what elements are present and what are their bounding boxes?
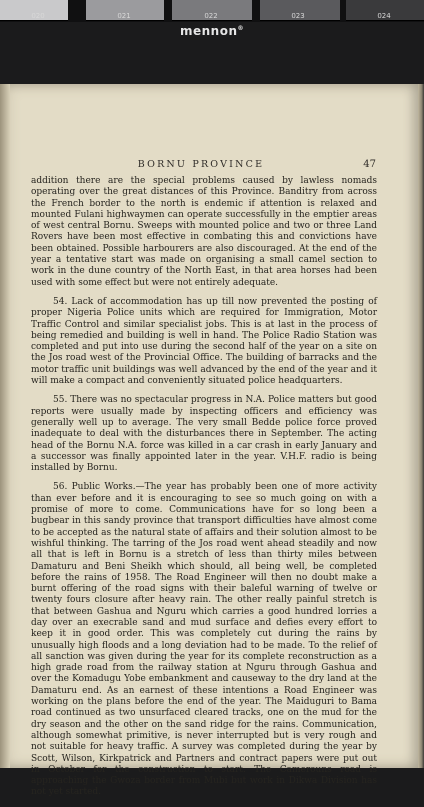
paragraph: addition there are the special problems caused by lawless nomads operating over the great distances of this Province. Banditry from across the French border to the north is endemic if attention is relaxed and mounted Fulani highwaymen can operate successfully in the emptier areas of west central Bornu. Sweeps with mounted police and two or three Land Rovers have been most effective in combating this and convictions have been obtained. Possible harbourers are also discouraged. At the end of the year a tentative start was made on organising a small camel section to work in the dune country of the North East, in that area horses had been used with some effect but were not entirely adequate.: [31, 176, 377, 288]
patch-label: 024: [377, 12, 391, 20]
patch-label: 022: [204, 12, 218, 20]
running-head: BORNU PROVINCE: [137, 159, 265, 170]
brand-logo: [0, 24, 424, 38]
page-number: 47: [363, 159, 376, 170]
page-gutter: [0, 84, 10, 768]
paragraph: 54. Lack of accommodation has up till now prevented the posting of proper Nigeria Police units which are required for Immigration, Motor Traffic Control and similar specialist jobs. This is at last in the process of being remedied and building is well in hand. The Police Radio Station was completed and put into use during the second half of the year on a site on the Jos road west of the Provincial Office. The building of barracks and the motor traffic unit buildings was well advanced by the end of the year and it will make a compact and conveniently situated police headquarters.: [31, 296, 377, 387]
page-edge: [418, 84, 424, 768]
paragraph: 55. There was no spectacular progress in N.A. Police matters but good reports were usually made by inspecting officers and efficiency was generally well up to average. The very small Bedde police force proved inadequate to deal with the disturbances there in September. The acting head of the Bornu N.A. force was killed in a car crash in early January and a successor was finally appointed later in the year. V.H.F. radio is being installed by Bornu.: [31, 395, 377, 474]
color-calibration-strip: [0, 0, 424, 22]
brand-name: mennon: [179, 24, 238, 38]
patch-label: 023: [291, 12, 305, 20]
paragraph: 56. Public Works.—The year has probably been one of more activity than ever before and it is encouraging to see so much going on with a promise of more to come. Communications have for so long been a bugbear in this sandy province that transport difficulties have almost come to be accepted as the natural state of affairs and their solution almost to be wishful thinking. The tarring of the Jos road went ahead steadily and now all that is left in Bornu is a stretch of less than thirty miles between Damaturu and Beni Sheikh which should, all being well, be completed before the rains of 1958. The Road Engineer will then no doubt make a burnt offering of the road signs with their baleful warning of twelve or twenty fours closure after heavy rain. The other really painful stretch is that between Gashua and Nguru which carries a good hundred lorries a day over an execrable sand and mud surface and defies every effort to keep it in good order. This was completely cut during the rains by unusually high floods and a long deviation had to be made. To the relief of all sanction was given during the year for its complete reconstruction as a high grade road from the railway station at Nguru through Gashua and over the Komadugu Yobe embankment and causeway to the dry land at the Damaturu end. As an earnest of these intentions a Road Engineer was working on the plans before the end of the year. The Maiduguri to Bama road continued as two unsurfaced cleared tracks, one on the mud for the dry season and the other on the sand ridge for the rains. Communication, although somewhat primitive, is never interrupted but is very rough and not suitable for heavy traffic. A survey was completed during the year by Scott, Wilson, Kirkpatrick and Partners and contract papers were put out in October for the construction to start. The Camerouns road is approaching the Gwoza border from Mubi but work in Dikwa Division has not yet started.: [31, 482, 377, 798]
patch-label: 020: [31, 12, 45, 20]
body-text: [31, 176, 377, 807]
brand-registered-mark: ®: [237, 25, 244, 32]
patch-label: 021: [117, 12, 131, 20]
